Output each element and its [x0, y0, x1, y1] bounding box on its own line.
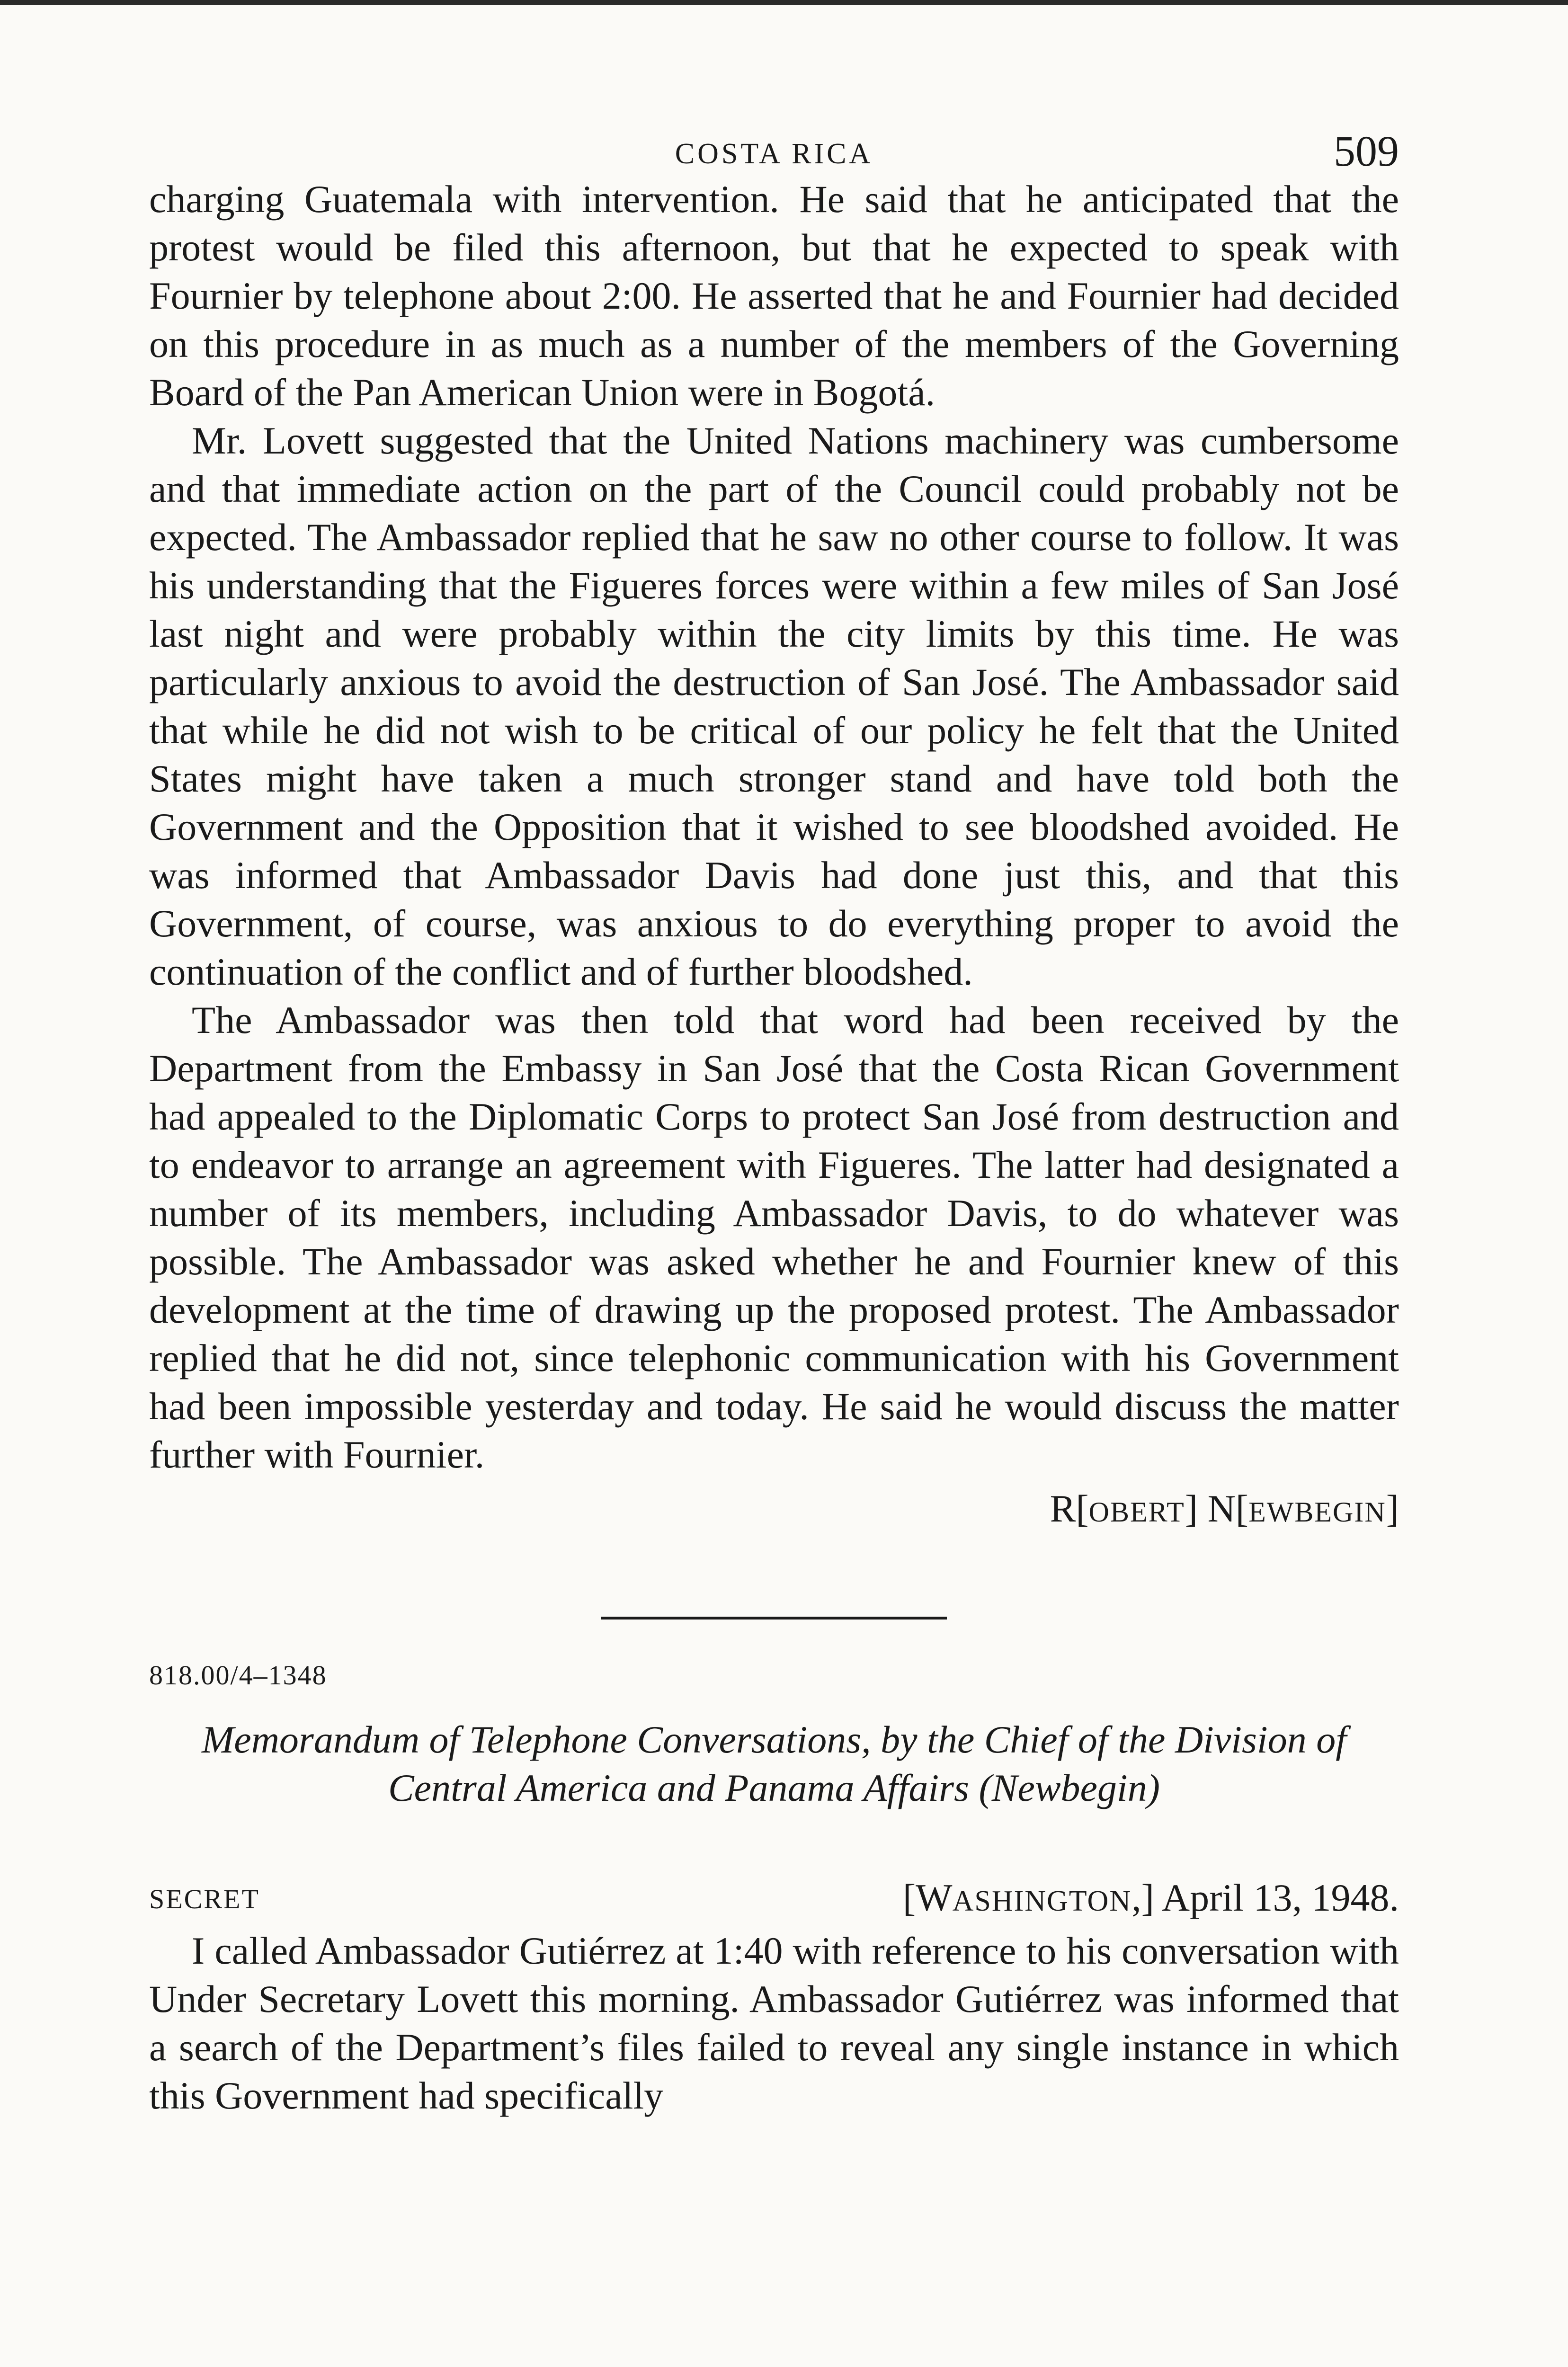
signature-rest-n: EWBEGIN [1248, 1496, 1386, 1528]
signature-initial-n: N [1207, 1487, 1236, 1530]
classification-label: SECRET [149, 1884, 260, 1914]
dateline: [WASHINGTON,] April 13, 1948. [902, 1876, 1399, 1919]
dateline-date: April 13, 1948. [1161, 1876, 1399, 1919]
body-paragraph-2: Mr. Lovett suggested that the United Nations machinery was cumbersome and that immediate action on the part of the Council could probably not be expected. The Ambassador replied that he saw no other course to follow. It was his understanding that the Figueres forces were within a few miles of San José last night and were probably within the city limits by this time. He was particularly anxious to avoid the destruction of San José. The Ambassador said that while he did not wish to be critical of our policy he felt that the United States might have taken a much stronger stand and have told both the Government and the Opposition that it wished to see bloodshed avoided. He was informed that Ambassador Davis had done just this, and that this Government, of course, was anxious to do everything proper to avoid the continuation of the conflict and of further bloodshed. [149, 419, 1399, 993]
signature: R[OBERT] N[EWBEGIN] [1050, 1487, 1399, 1530]
signature-rest-r: OBERT [1088, 1496, 1185, 1528]
top-edge-rule [0, 0, 1568, 5]
file-number: 818.00/4–1348 [149, 1660, 327, 1691]
body-paragraph-3: The Ambassador was then told that word had been received by the Department from the Embassy in San José that the Costa Rican Government had appealed to the Diplomatic Corps to protect San José from destruction and to endeavor to arrange an agreement with Figueres. The latter had designated a number of its members, including Ambassador Davis, to do whatever was possible. The Ambassador was asked whether he and Fournier knew of this development at the time of drawing up the proposed protest. The Ambassador replied that he did not, since telephonic communication with his Government had been impossible yesterday and today. He said he would discuss the matter further with Fournier. [149, 998, 1399, 1476]
section-divider [601, 1617, 947, 1620]
page-number: 509 [1334, 127, 1399, 175]
signature-initial-r: R [1050, 1487, 1076, 1530]
dateline-place-initial: W [916, 1876, 953, 1919]
dateline-place-rest: ASHINGTON [952, 1885, 1132, 1917]
body-paragraph-1: charging Guatemala with intervention. He said that he anticipated that the protest would be filed this afternoon, but that he expected to speak with Fournier by telephone about 2:00. He asserted that he and Fournier had decided on this procedure in as much as a number of the members of the Governing Board of the Pan American Union were in Bogotá. [149, 178, 1399, 414]
document-page [149, 118, 1399, 2120]
running-head [149, 118, 1399, 175]
memo-body-paragraph: I called Ambassador Gutiérrez at 1:40 with reference to his conversation with Under Secretary Lovett this morning. Ambassador Gutiérrez was informed that a search of the Department’s files failed to reveal any single instance in which this Government had specifically [149, 1929, 1399, 2117]
running-title: COSTA RICA [675, 138, 873, 170]
memo-title: Memorandum of Telephone Conversations, by the Chief of the Division of Central America and Panama Affairs (Newbegin) [202, 1718, 1346, 1809]
memo-header-line [149, 1874, 1399, 1922]
